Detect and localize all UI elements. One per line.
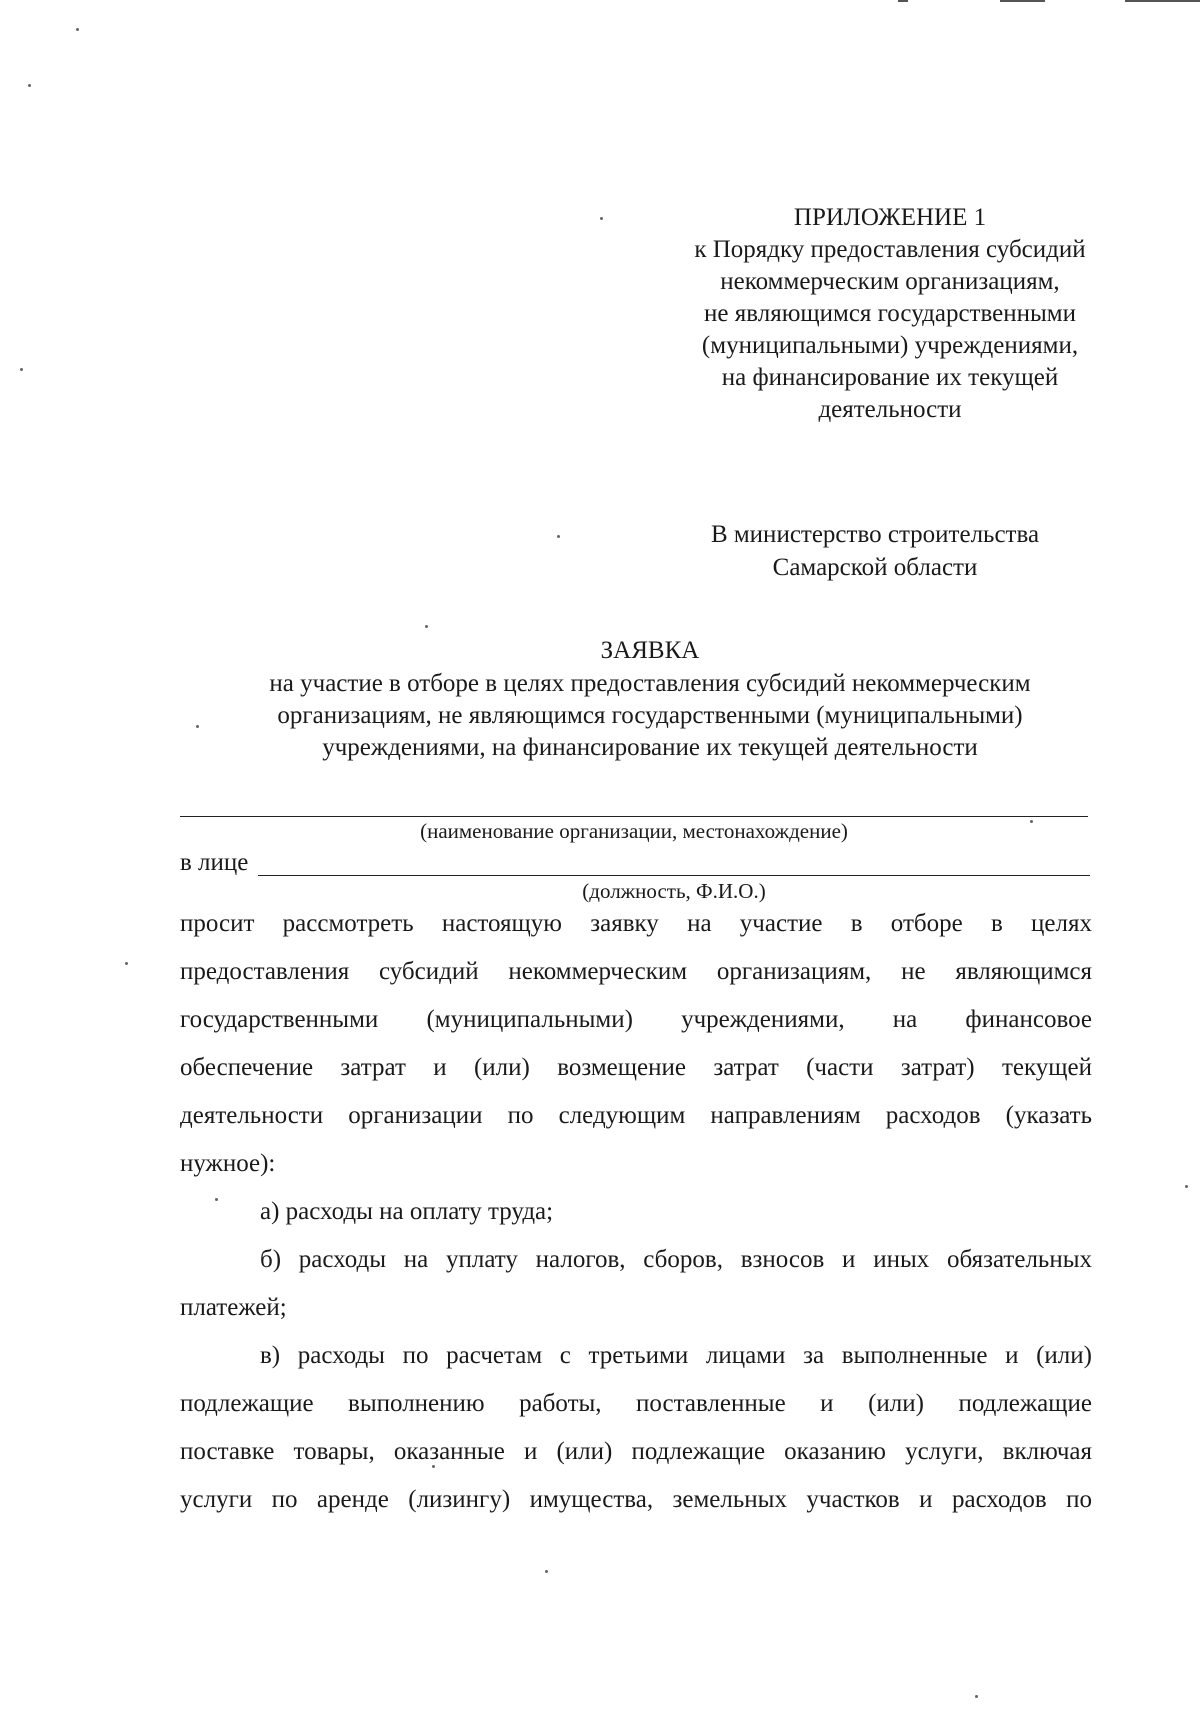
appendix-line: ПРИЛОЖЕНИЕ 1	[793, 204, 987, 231]
person-field-caption: (должность, Ф.И.О.)	[582, 879, 766, 903]
scan-speck	[76, 28, 79, 31]
item-v-line: подлежащие выполнению работы, поставленные и (или) подлежащие	[180, 1390, 1092, 1417]
scan-mark	[898, 0, 908, 2]
paragraph-line: предоставления субсидий некоммерческим организациям, не являющимся	[180, 958, 1092, 985]
appendix-line: некоммерческим организациям,	[720, 268, 1060, 295]
subtitle-line: на участие в отборе в целях предоставления субсидий некоммерческим	[269, 670, 1031, 697]
scan-speck	[125, 962, 128, 965]
paragraph-line: нужное):	[180, 1150, 276, 1177]
appendix-line: на финансирование их текущей	[721, 364, 1059, 391]
paragraph-line: государственными (муниципальными) учреждениями, на финансовое	[180, 1006, 1092, 1033]
appendix-line: (муниципальными) учреждениями,	[701, 332, 1079, 359]
scan-speck	[20, 368, 23, 371]
document-subtitle	[180, 668, 1120, 764]
item-b-line: б) расходы на уплату налогов, сборов, взносов и иных обязательных	[260, 1246, 1092, 1273]
scan-speck	[557, 535, 560, 538]
in-person-label: в лице	[180, 849, 249, 876]
subtitle-line: учреждениями, на финансирование их текущей деятельности	[322, 734, 978, 761]
scan-speck	[975, 1695, 978, 1698]
item-b-line: платежей;	[180, 1294, 287, 1321]
appendix-line: не являющимся государственными	[704, 300, 1076, 327]
scan-mark	[1000, 0, 1045, 2]
document-title: ЗАЯВКА	[600, 637, 700, 664]
item-v	[180, 1332, 1092, 1524]
item-a-text: а) расходы на оплату труда;	[260, 1198, 554, 1225]
item-v-line: поставке товары, оказанные и (или) подлежащие оказанию услуги, включая	[180, 1438, 1092, 1465]
paragraph-line: деятельности организации по следующим направлениям расходов (указать	[180, 1102, 1092, 1129]
item-v-line: услуги по аренде (лизингу) имущества, земельных участков и расходов по	[180, 1486, 1092, 1513]
organization-field-line[interactable]	[180, 816, 1088, 817]
request-paragraph	[180, 900, 1092, 1188]
item-b	[180, 1236, 1092, 1332]
appendix-line: деятельности	[818, 396, 962, 423]
organization-field-caption: (наименование организации, местонахождение)	[420, 819, 848, 843]
scan-mark	[1125, 0, 1200, 2]
person-field-line[interactable]	[258, 875, 1090, 876]
subtitle-line: организациям, не являющимся государственными (муниципальными)	[277, 702, 1023, 729]
appendix-header	[600, 202, 1180, 426]
addressee-line: Самарской области	[772, 554, 978, 581]
paragraph-line: просит рассмотреть настоящую заявку на участие в отборе в целях	[180, 910, 1092, 937]
scan-speck	[425, 625, 428, 628]
scan-speck	[1185, 1185, 1188, 1188]
item-a	[180, 1188, 1092, 1236]
scan-speck	[28, 84, 31, 87]
item-v-line: в) расходы по расчетам с третьими лицами за выполненные и (или)	[260, 1342, 1092, 1369]
addressee-block	[640, 518, 1110, 584]
appendix-line: к Порядку предоставления субсидий	[694, 236, 1086, 263]
scan-speck	[545, 1570, 548, 1573]
paragraph-line: обеспечение затрат и (или) возмещение затрат (части затрат) текущей	[180, 1054, 1092, 1081]
addressee-line: В министерство строительства	[710, 521, 1040, 548]
